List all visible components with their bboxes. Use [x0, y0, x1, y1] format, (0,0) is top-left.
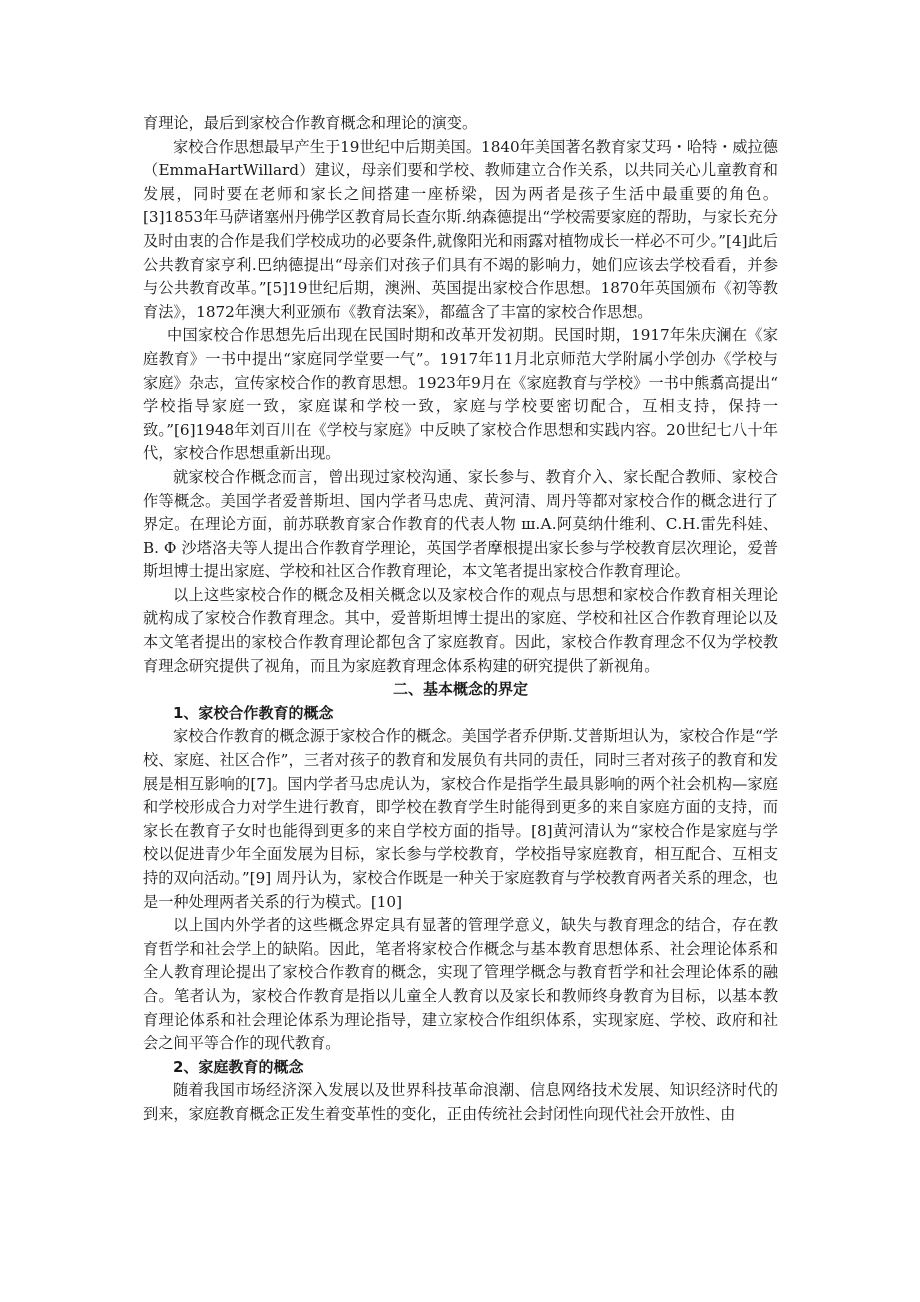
paragraph-intro-continuation: 育理论，最后到家校合作教育概念和理论的演变。	[143, 114, 478, 132]
paragraph-author-definition: 以上国内外学者的这些概念界定具有显著的管理学意义，缺失与教育理念的结合，存在教育哲学和社会学上的缺陷。因此，笔者将家校合作概念与基本教育思想体系、社会理论体系和全人教育理论提出了家校合作教育的概念，实现了管理学概念与教育哲学和社会理论体系的融合。笔者认为，家校合作教育是指以儿童全人教育以及家长和教师终身教育为目标，以基本教育理论体系和社会理论体系为理论指导，建立家校合作组织体系，实现家庭、学校、政府和社会之间平等合作的现代教育。	[143, 916, 778, 1053]
document-page	[143, 112, 778, 1127]
subsection-heading-1: 1、家校合作教育的概念	[173, 703, 334, 722]
paragraph-china-origins: 中国家校合作思想先后出现在民国时期和改革开发初期。民国时期，1917年朱庆澜在《家庭教育》一书中提出“家庭同学堂要一气”。1917年11月北京师范大学附属小学创办《学校与家庭》杂志，宣传家校合作的教育思想。1923年9月在《家庭教育与学校》一书中熊翥高提出“ 学校指导家庭一致，家庭谋和学校一致，家庭与学校要密切配合，互相支持，保持一致。”[6]1948年刘百川在《学校与家庭》中反映了家校合作思想和实践内容。20世纪七八十年代，家校合作思想重新出现。	[143, 326, 778, 463]
paragraph-family-education: 随着我国市场经济深入发展以及世界科技革命浪潮、信息网络技术发展、知识经济时代的到来，家庭教育概念正发生着变革性的变化，正由传统社会封闭性向现代社会开放性、由	[143, 1081, 778, 1123]
subsection-heading-2: 2、家庭教育的概念	[173, 1057, 304, 1076]
section-heading: 二、基本概念的界定	[392, 680, 528, 699]
paragraph-cooperation-definition: 家校合作教育的概念源于家校合作的概念。美国学者乔伊斯.艾普斯坦认为，家校合作是“学校、家庭、社区合作”，三者对孩子的教育和发展负有共同的责任，同时三者对孩子的教育和发展是相互影响的[7]。国内学者马忠虎认为，家校合作是指学生最具影响的两个社会机构—家庭和学校形成合力对学生进行教育，即学校在教育学生时能得到更多的来自家庭方面的支持，而家长在教育子女时也能得到更多的来自学校方面的指导。[8]黄河清认为“家校合作是家庭与学校以促进青少年全面发展为目标，家长参与学校教育，学校指导家庭教育，相互配合、互相支持的双向活动。”[9] 周丹认为，家校合作既是一种关于家庭教育与学校教育两者关系的理念，也是一种处理两者关系的行为模式。[10]	[143, 727, 778, 911]
paragraph-concepts-theories: 就家校合作概念而言，曾出现过家校沟通、家长参与、教育介入、家长配合教师、家校合作等概念。美国学者爱普斯坦、国内学者马忠虎、黄河清、周丹等都对家校合作的概念进行了界定。在理论方面，前苏联教育家合作教育的代表人物 ш.А.阿莫纳什维利、С.Н.雷先科娃、В. Ф 沙塔洛夫等人提出合作教育学理论，英国学者摩根提出家长参与学校教育层次理论，爱普斯坦博士提出家庭、学校和社区合作教育理论，本文笔者提出家校合作教育理论。	[143, 467, 778, 581]
paragraph-education-philosophy: 以上这些家校合作的概念及相关概念以及家校合作的观点与思想和家校合作教育相关理论就构成了家校合作教育理念。其中，爱普斯坦博士提出的家庭、学校和社区合作教育理论以及本文笔者提出的家校合作教育理论都包含了家庭教育。因此，家校合作教育理念不仅为学校教育理念研究提供了视角，而且为家庭教育理念体系构建的研究提供了新视角。	[143, 585, 778, 675]
paragraph-western-origins: 家校合作思想最早产生于19世纪中后期美国。1840年美国著名教育家艾玛・哈特・威拉德（EmmaHartWillard）建议，母亲们要和学校、教师建立合作关系，以共同关心儿童教育和发展，同时要在老师和家长之间搭建一座桥梁，因为两者是孩子生活中最重要的角色。[3]1853年马萨诸塞州丹佛学区教育局长查尔斯.纳森德提出“学校需要家庭的帮助，与家长充分及时由衷的合作是我们学校成功的必要条件,就像阳光和雨露对植物成长一样必不可少。”[4]此后公共教育家亨利.巴纳德提出“母亲们对孩子们具有不竭的影响力，她们应该去学校看看，并参与公共教育改革。”[5]19世纪后期，澳洲、英国提出家校合作思想。1870年英国颁布《初等教育法》，1872年澳大利亚颁布《教育法案》，都蕴含了丰富的家校合作思想。	[143, 137, 778, 321]
